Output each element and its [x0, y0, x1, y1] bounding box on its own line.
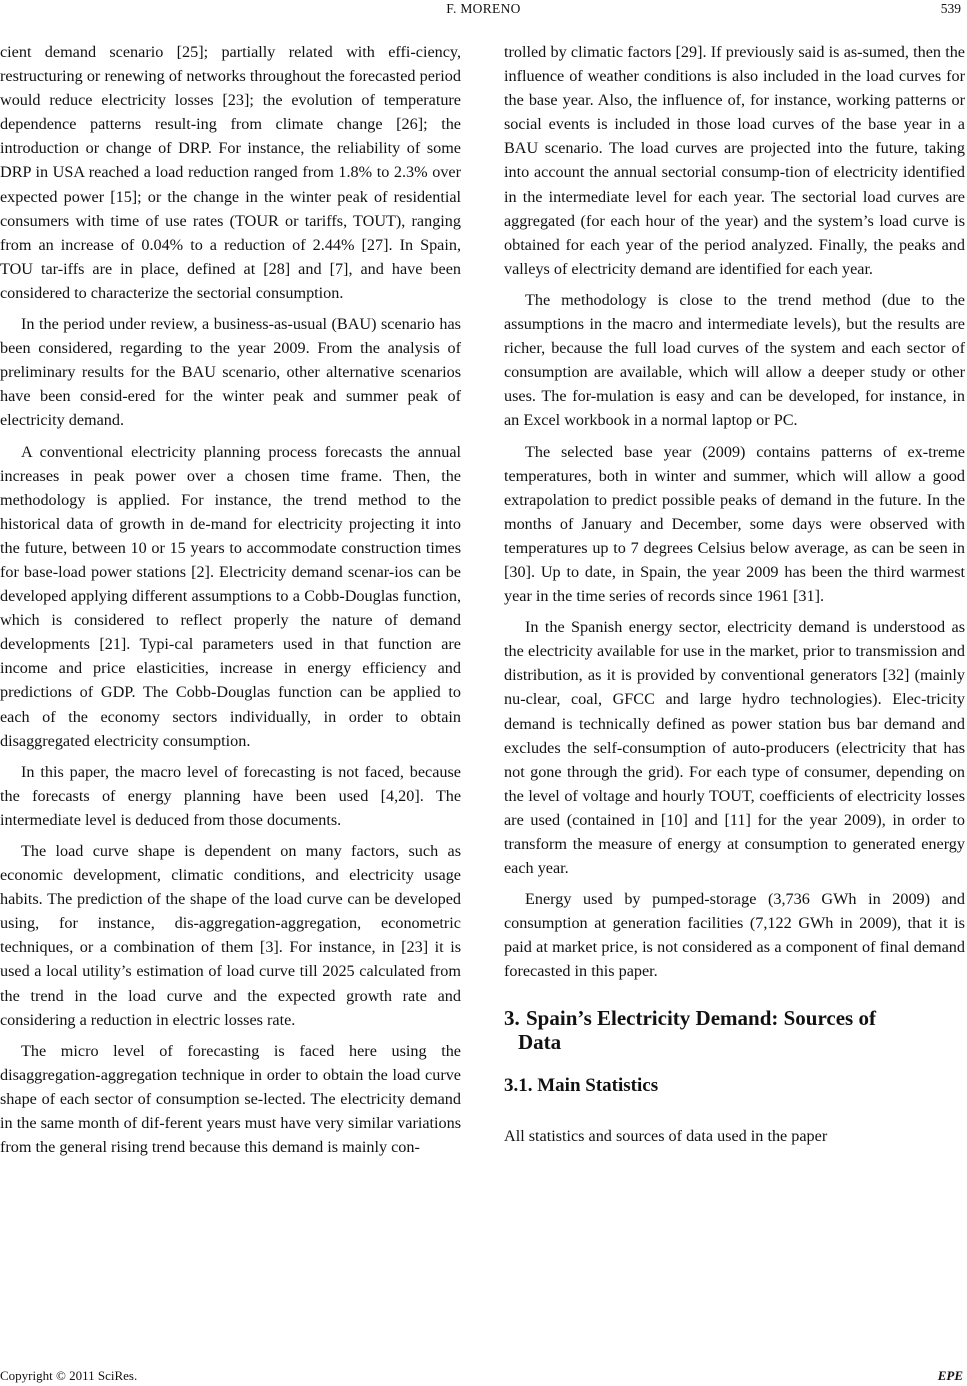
body-paragraph: A conventional electricity planning process forecasts the annual increases in peak power over a chosen time frame. Then, the methodology is applied. For instance, the trend method to the historical data of growth in de-mand for electricity projecting it into the future, between 10 or 15 years to accommodate construction times for base-load power stations [2]. Electricity demand scenar-ios can be developed applying different assumptions to a Cobb-Douglas function, which is considered to reflect properly the nature of demand developments [21]. Typi-cal parameters used in that function are income and price elasticities, increase in energy efficiency and predictions of GDP. The Cobb-Douglas function can be applied to each of the economy sectors individually, in order to obtain disaggregated electricity consumption. — [0, 442, 461, 750]
section-heading — [504, 1006, 965, 1054]
body-paragraph: In this paper, the macro level of forecasting is not faced, because the forecasts of energy planning have been used [4,20]. The intermediate level is deduced from those documents. — [0, 762, 461, 829]
body-paragraph: cient demand scenario [25]; partially related with effi-ciency, restructuring or renewing of networks throughout the forecasted period would reduce electricity losses [23]; the evolution of temperature dependence patterns result-ing from climate change [26]; the introduction or change of DRP. For instance, the reliability of some DRP in USA reached a load reduction ranged from 1.8% to 2.3% over expected power [15]; or the change in the winter peak of residential consumers with time of use rates (TOUR or tariffs, TOUT), ranging from an increase of 0.04% to a reduction of 2.44% [27]. In Spain, TOU tar-iffs are in place, defined at [28] and [7], and have been considered to characterize the sectorial consumption. — [0, 43, 461, 302]
running-head-author: F. MORENO — [446, 1, 521, 16]
copyright-notice: Copyright © 2011 SciRes. — [0, 1368, 138, 1383]
body-paragraph: All statistics and sources of data used in the paper — [504, 1126, 828, 1145]
page-footer — [0, 1368, 967, 1386]
section-number: 3. — [504, 1005, 520, 1030]
page-header — [0, 0, 967, 22]
body-paragraph: The selected base year (2009) contains patterns of ex-treme temperatures, both in winter and summer, which will allow a good extrapolation to predict possible peaks of demand in the future. In the months of January and December, some days were observed with temperatures up to 7 degrees Celsius below average, as can be seen in [30]. Up to date, in Spain, the year 2009 has been the third warmest year in the time series of records since 1961 [31]. — [504, 442, 965, 606]
body-paragraph: trolled by climatic factors [29]. If previously said is as-sumed, then the influence of weather conditions is also included in the load curves for the base year. Also, the influence of, for instance, working patterns or social events is included in those load curves of the base year in a BAU scenario. The load curves are projected into the future, taking into account the annual sectorial consump-tion of electricity identified in the intermediate level for each year. The sectorial load curves are aggregated (for each hour of the year) and the system’s load curve is obtained for each year of the period analyzed. Finally, the peaks and valleys of electricity demand are identified for each year. — [504, 43, 965, 278]
body-paragraph: Energy used by pumped-storage (3,736 GWh in 2009) and consumption at generation facilities (7,122 GWh in 2009), that it is paid at market price, is not considered as a component of final demand forecasted in this paper. — [504, 890, 965, 981]
page-number: 539 — [940, 1, 961, 16]
left-column — [0, 40, 461, 1166]
right-column — [504, 40, 965, 1155]
body-paragraph: The micro level of forecasting is faced here using the disaggregation-aggregation technique in order to obtain the load curve shape of each sector of consumption se-lected. The electricity demand in the same month of dif-ferent years must have very similar variations from the general rising trend because this demand is mainly con- — [0, 1041, 461, 1157]
body-paragraph: In the period under review, a business-as-usual (BAU) scenario has been considered, regarding to the year 2009. From the analysis of preliminary results for the BAU scenario, other alternative scenarios have been consid-ered for the winter peak and summer peak of electricity demand. — [0, 315, 461, 430]
journal-abbreviation: EPE — [937, 1368, 963, 1383]
body-paragraph: The load curve shape is dependent on many factors, such as economic development, climatic conditions, and electricity usage habits. The prediction of the shape of the load curve can be developed using, for instance, dis-aggregation-aggregation, econometric techniques, or a combination of them [3]. For instance, in [23] it is used a local utility’s estimation of load curve till 2025 calculated from the trend in the load curve and the expected growth rate and considering a reduction in electric losses rate. — [0, 842, 461, 1029]
section-title-line-2: Data — [518, 1029, 562, 1054]
section-title-line-1: Spain’s Electricity Demand: Sources of — [526, 1005, 876, 1030]
body-paragraph: The methodology is close to the trend method (due to the assumptions in the macro and intermediate levels), but the results are richer, because the full load curves of the system and each sector of consumption are available, which will allow a deeper study or other uses. The for-mulation is easy and can be developed, for instance, in an Excel workbook in a normal laptop or PC. — [504, 290, 965, 430]
subsection-heading: 3.1. Main Statistics — [504, 1074, 659, 1096]
body-paragraph: In the Spanish energy sector, electricity demand is understood as the electricity available for use in the market, prior to transmission and distribution, as it is provided by conventional generators [32] (mainly nu-clear, coal, GFCC and large hydro technologies). Elec-tricity demand is technically defined as power station bus bar demand and excludes the self-consumption of auto-producers (electricity that has not gone through the grid). For each type of consumer, depending on the level of voltage and hourly TOUT, coefficients of electricity losses are used (contained in [10] and [11] for the year 2009), in order to transform the measure of energy at consumption to generated energy each year. — [504, 618, 965, 878]
